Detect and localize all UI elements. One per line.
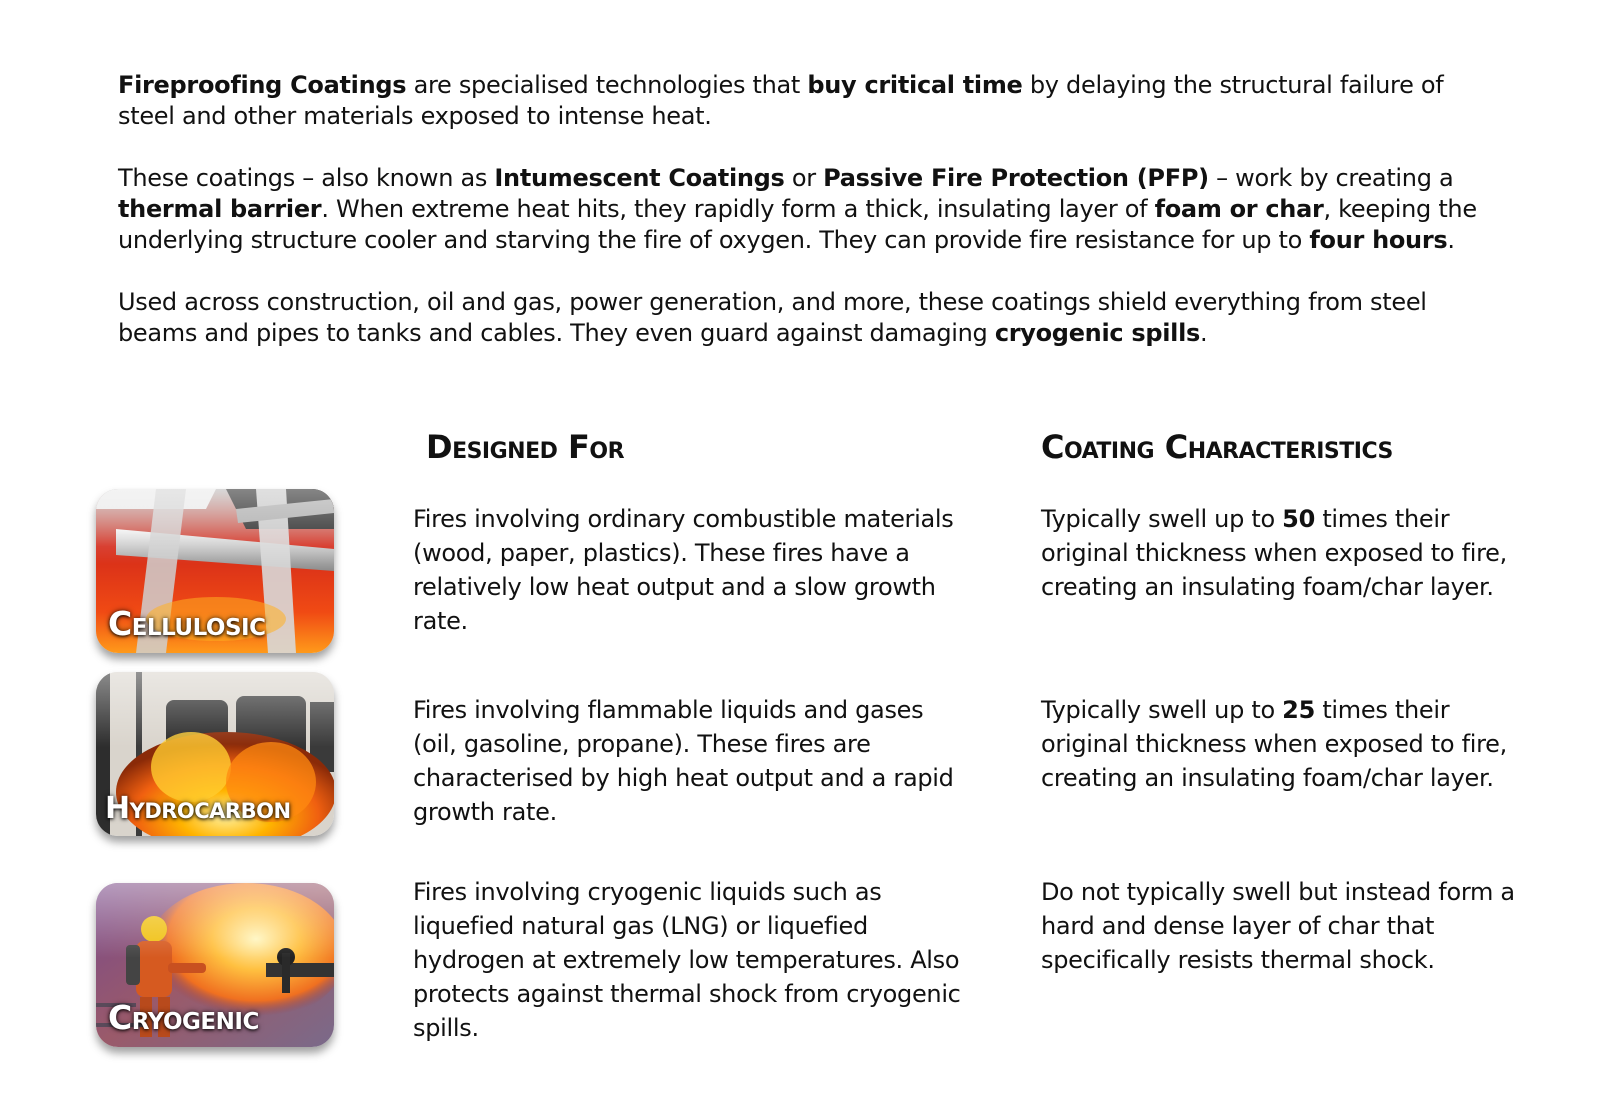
intro-text <box>118 70 1488 380</box>
tile-gloss <box>96 489 334 564</box>
hydrocarbon-designed-for-text: Fires involving flammable liquids and gases (oil, gasoline, propane). These fires are characterised by high heat output and a rapid growth rate. <box>413 696 954 826</box>
cryogenic-label: Cryogenic <box>108 998 259 1037</box>
designed-for-heading: Designed For <box>426 428 625 466</box>
intro-paragraph-2 <box>118 163 1488 256</box>
cryogenic-characteristic-text <box>1041 875 1541 977</box>
swell-factor-value: 50 <box>1282 505 1315 533</box>
intro-bold-phrase: foam or char <box>1154 195 1324 223</box>
swell-factor-value: 25 <box>1282 696 1315 724</box>
intro-bold-phrase: cryogenic spills <box>994 319 1200 347</box>
intro-bold-phrase: Fireproofing Coatings <box>118 71 407 99</box>
intro-text-span: These coatings – also known as <box>118 164 495 192</box>
intro-bold-phrase: thermal barrier <box>118 195 322 223</box>
intro-text-span: or <box>784 164 824 192</box>
cellulosic-label: Cellulosic <box>108 604 266 643</box>
cryogenic-designed-for-text: Fires involving cryogenic liquids such as liquefied natural gas (LNG) or liquefied hydrogen at extremely low temperatures. Also protects against thermal shock from cryogenic spills. <box>413 878 961 1042</box>
hydrocarbon-image-tile <box>96 672 334 836</box>
cellulosic-designed-for-text: Fires involving ordinary combustible materials (wood, paper, plastics). These fires have a relatively low heat output and a slow growth rate. <box>413 505 954 635</box>
intro-bold-phrase: buy critical time <box>807 71 1023 99</box>
tile-gloss <box>96 672 334 747</box>
hydrocarbon-characteristic-text <box>1041 693 1541 795</box>
cellulosic-characteristic-text <box>1041 502 1541 604</box>
intro-text-span: . <box>1200 319 1208 347</box>
intro-text-span: , keeping the underlying structure cooler and starving the fire of oxygen. They can provide fire resistance for up to <box>118 195 1477 254</box>
intro-paragraph-3 <box>118 287 1488 349</box>
cellulosic-image-tile <box>96 489 334 653</box>
intro-bold-phrase: Passive Fire Protection (PFP) <box>823 164 1209 192</box>
cryogenic-image-tile <box>96 883 334 1047</box>
characteristic-text-span: times their original thickness when exposed to fire, creating an insulating foam/char layer. <box>1041 505 1507 601</box>
intro-text-span: Used across construction, oil and gas, power generation, and more, these coatings shield everything from steel beams and pipes to tanks and cables. They even guard against damaging <box>118 288 1427 347</box>
intro-text-span: – work by creating a <box>1208 164 1454 192</box>
intro-paragraph-1 <box>118 70 1488 132</box>
characteristic-text-span: Typically swell up to <box>1041 505 1283 533</box>
intro-text-span: . When extreme heat hits, they rapidly form a thick, insulating layer of <box>321 195 1155 223</box>
intro-text-span: . <box>1447 226 1455 254</box>
characteristic-text-span: Do not typically swell but instead form a hard and dense layer of char that specifically resists thermal shock. <box>1041 878 1515 974</box>
hydrocarbon-label: Hydrocarbon <box>105 791 291 826</box>
intro-text-span: are specialised technologies that <box>406 71 808 99</box>
characteristic-text-span: Typically swell up to <box>1041 696 1283 724</box>
coating-characteristics-heading: Coating Characteristics <box>1041 428 1393 466</box>
tile-gloss <box>96 883 334 958</box>
intro-bold-phrase: Intumescent Coatings <box>494 164 785 192</box>
characteristic-text-span: times their original thickness when exposed to fire, creating an insulating foam/char layer. <box>1041 696 1507 792</box>
intro-bold-phrase: four hours <box>1309 226 1448 254</box>
intro-text-span: by delaying the structural failure of steel and other materials exposed to intense heat. <box>118 71 1444 130</box>
